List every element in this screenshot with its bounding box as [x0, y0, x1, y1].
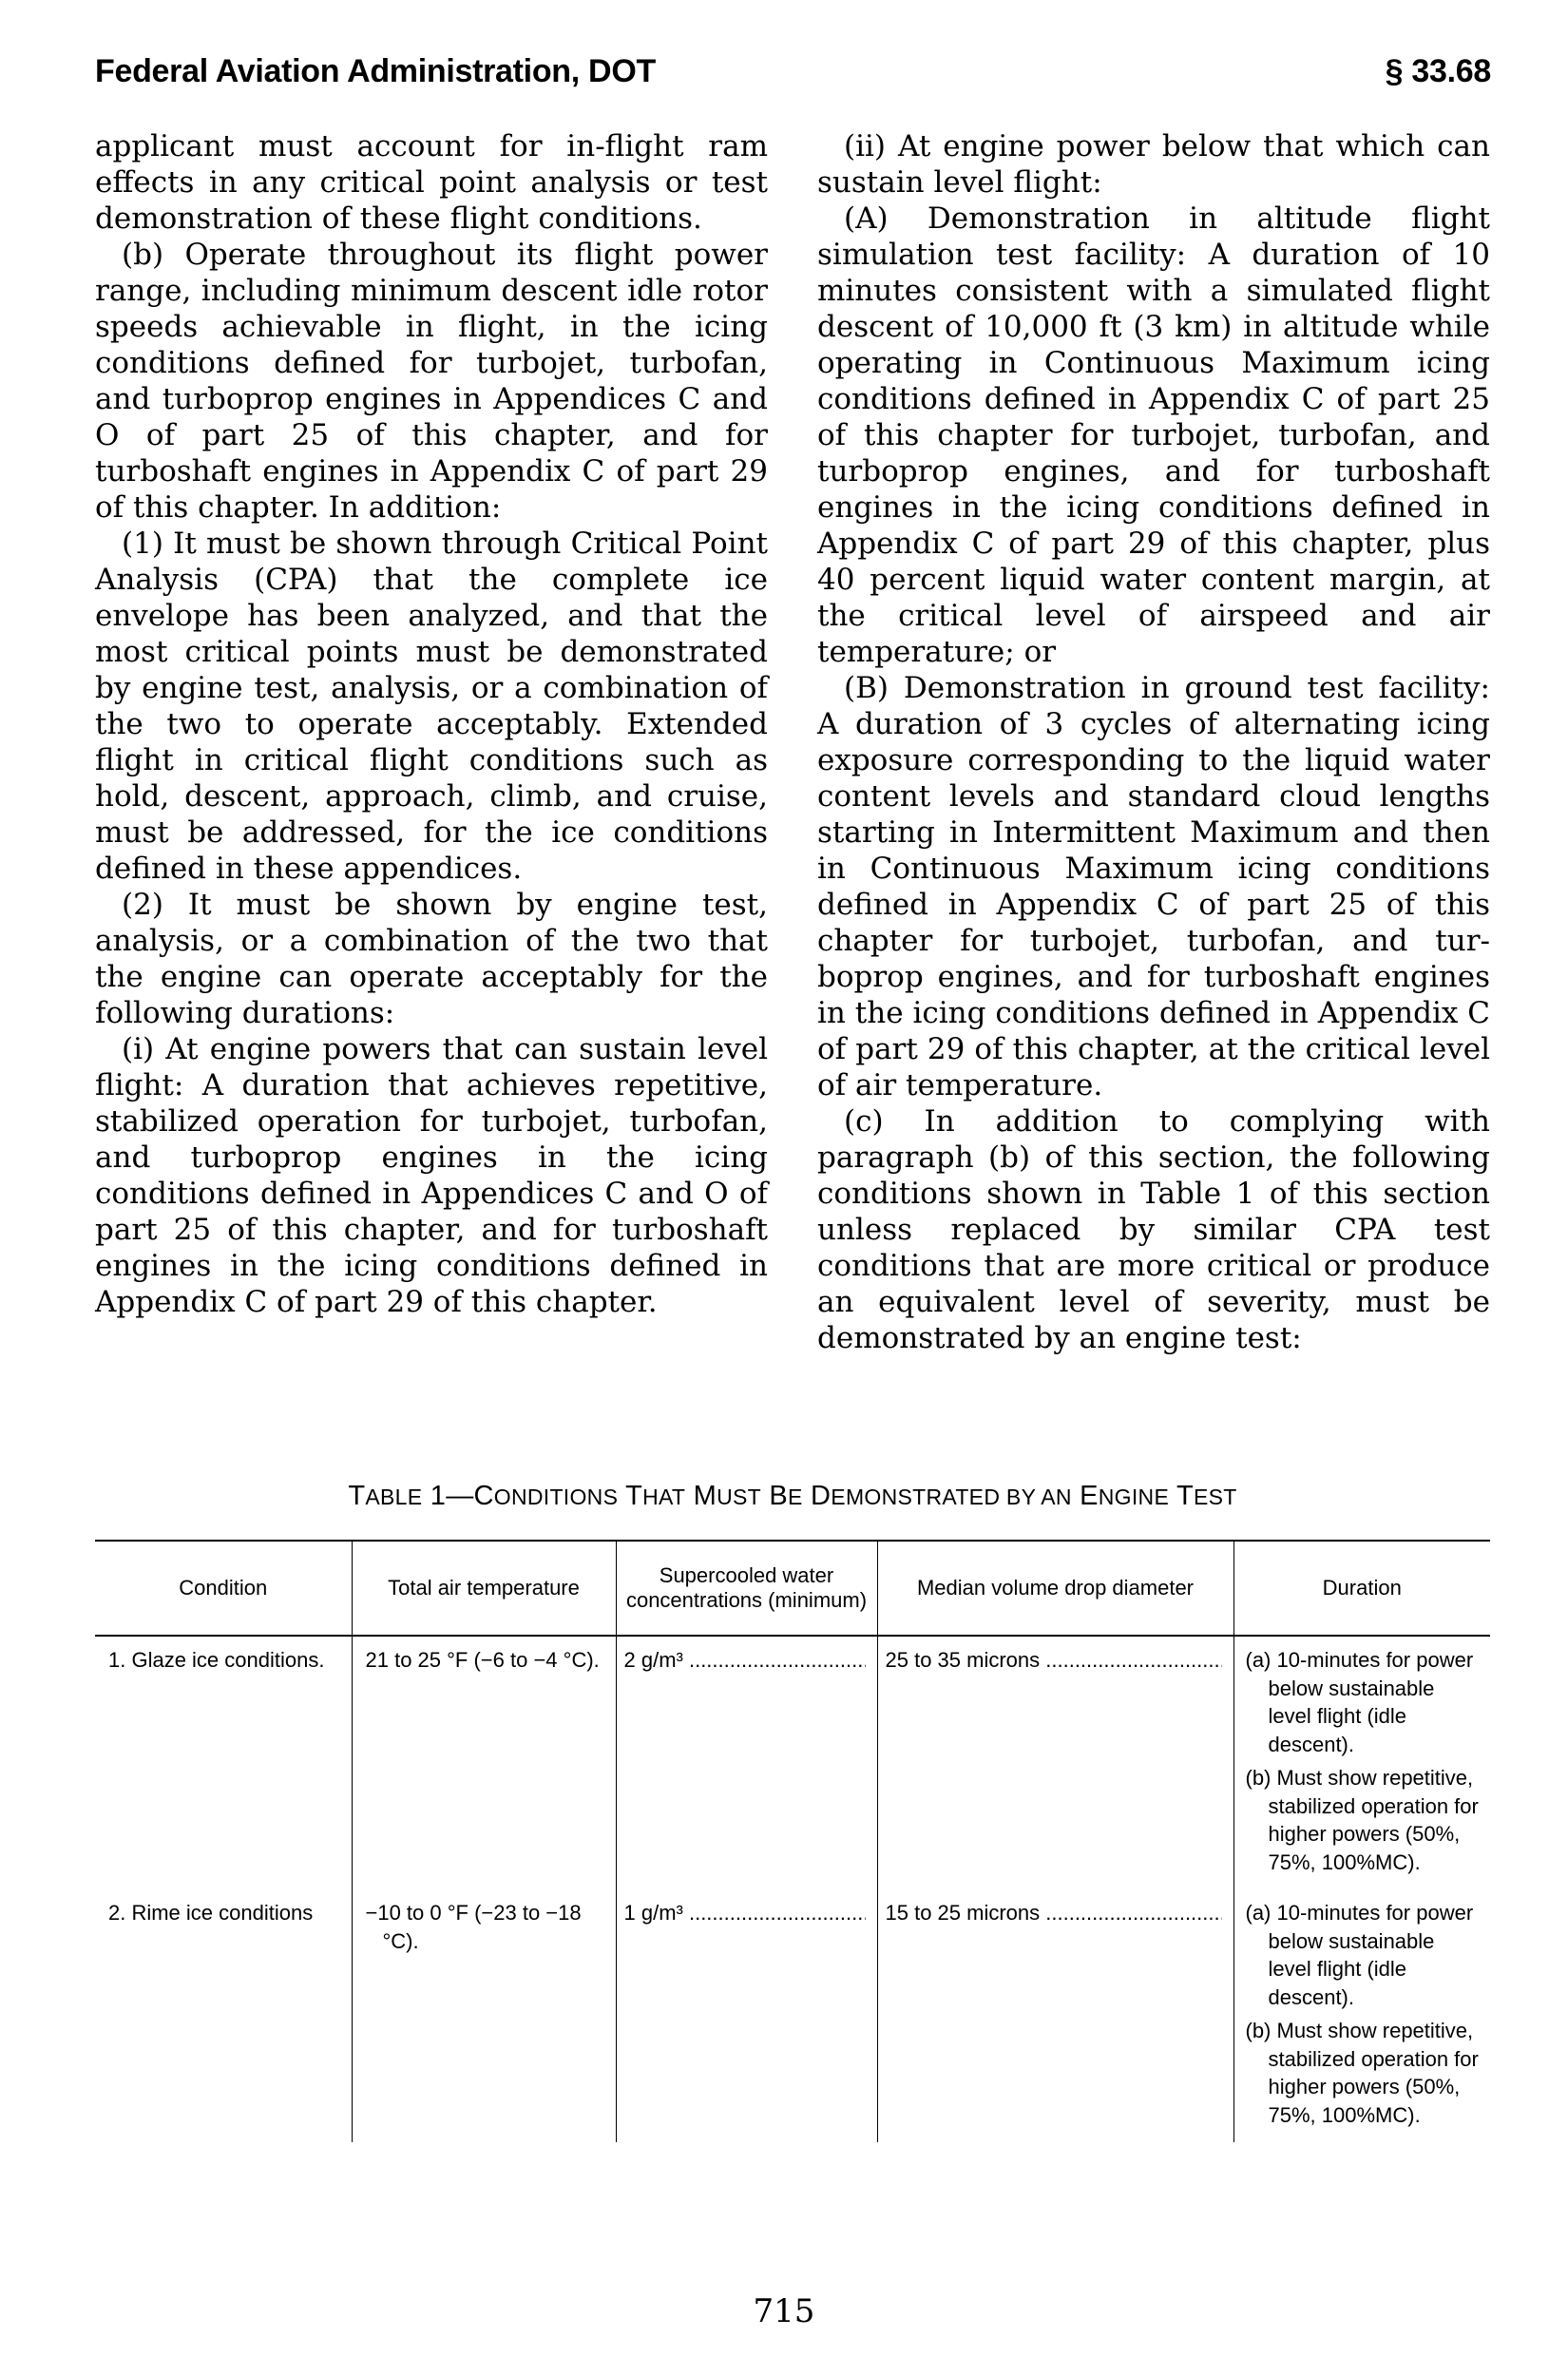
table-row — [95, 1889, 1490, 2142]
cell-temperature: 21 to 25 °F (−6 to −4 °C). — [365, 1648, 600, 1672]
page-number: 715 — [753, 2292, 815, 2330]
header-condition: Condition — [95, 1541, 352, 1636]
paragraph-b2-ii-A: (A) Demonstration in altitude flight simulation test facility: A duration of 10 minutes consistent with a simulated flight descent of 10,000 ft (3 km) in altitude while operating in Continuous Maximum icing conditions defined in Appendix C of part 25 of this chapter for turbojet, turbofan, and turboprop engines, and for turboshaft engines in the icing conditions defined in Appendix C of part 29 of this chapter, plus 40 percent liquid water content margin, at the critical level of airspeed and air temperature; or — [817, 201, 1490, 669]
paragraph-b2-i: (i) At engine powers that can sustain level flight: A duration that achieves repetitive, stabilized operation for turbojet, turbofan, and turboprop engines in the icing conditions defined in Appendices C and O of part 25 of this chapter, and for turboshaft engines in the icing conditions defined in Appendix C of part 29 of this chapter. — [95, 1032, 768, 1319]
cell-duration-a: (a) 10-minutes for power below sustainable level flight (idle descent). — [1245, 1901, 1474, 2009]
header-total-air-temperature: Total air temperature — [352, 1541, 616, 1636]
paragraph-c: (c) In addition to complying with paragraph (b) of this section, the following conditions shown in Table 1 of this section unless replaced by similar CPA test conditions that are more critical or produce an equivalent level of severity, must be demonstrated by an engine test: — [817, 1104, 1490, 1355]
header-duration: Duration — [1233, 1541, 1490, 1636]
paragraph-b2-ii-B: (B) Demonstration in ground test facility: A duration of 3 cycles of alternating icing exposure corresponding to the liquid water content levels and standard cloud lengths starting in Intermittent Maximum and then in Continuous Maximum icing conditions defined in Appendix C of part 25 of this chapter for turbojet, turbofan, and turboprop engines, and for turboshaft engines in the icing conditions defined in Appendix C of part 29 of this chapter, at the critical level of air temperature. — [817, 671, 1490, 1102]
cell-duration-a: (a) 10-minutes for power below sustainable level flight (idle descent). — [1245, 1648, 1474, 1756]
header-median-volume-drop-diameter: Median volume drop diameter — [877, 1541, 1233, 1636]
cell-temperature: −10 to 0 °F (−23 to −18 °C). — [365, 1901, 582, 1953]
header-supercooled-water: Supercooled water concentrations (minimum) — [616, 1541, 877, 1636]
table-header-row — [95, 1541, 1490, 1636]
cell-duration-b: (b) Must show repetitive, stabilized operation for higher powers (50%, 75%, 100%MC). — [1245, 2019, 1479, 2127]
paragraph-b: (b) Operate throughout its flight power range, including minimum descent idle rotor speeds achievable in flight, in the icing conditions defined for turbojet, turbofan, and turboprop engines in Appendices C and O of part 25 of this chapter, and for turboshaft engines in Appendix C of part 29 of this chapter. In addition: — [95, 238, 768, 525]
table-caption: TABLE 1—CONDITIONS THAT MUST BE DEMONSTRATED BY AN ENGINE TEST — [348, 1481, 1237, 1511]
table-row — [95, 1636, 1490, 1889]
cell-water-concentration: 1 g/m³ ..... — [624, 1899, 866, 1927]
paragraph-b2-ii: (ii) At engine power below that which can sustain level flight: — [817, 129, 1490, 200]
paragraph-continuation: applicant must account for in-flight ram effects in any critical point analysis or test demonstration of these flight conditions. — [95, 129, 768, 236]
cell-condition: 2. Rime ice conditions — [108, 1901, 314, 1925]
running-header-agency: Federal Aviation Administration, DOT — [95, 53, 656, 89]
paragraph-b2: (2) It must be shown by engine test, analysis, or a combination of the two that the engine can operate acceptably for the following durations: — [95, 888, 768, 1030]
conditions-table — [95, 1540, 1490, 2142]
right-text-column — [817, 128, 1490, 1356]
cell-water-concentration: 2 g/m³ ..... — [624, 1646, 866, 1675]
left-text-column — [95, 128, 768, 1320]
cell-drop-diameter: 15 to 25 microns ..... — [886, 1899, 1222, 1927]
cell-drop-diameter: 25 to 35 microns ..... — [886, 1646, 1222, 1675]
cell-condition: 1. Glaze ice conditions. — [108, 1648, 325, 1672]
cell-duration-b: (b) Must show repetitive, stabilized operation for higher powers (50%, 75%, 100%MC). — [1245, 1766, 1479, 1874]
paragraph-b1: (1) It must be shown through Critical Point Analysis (CPA) that the complete ice envelope has been analyzed, and that the most critical points must be demonstrated by engine test, analysis, or a combination of the two to operate acceptably. Extended flight in critical flight conditions such as hold, descent, approach, climb, and cruise, must be addressed, for the ice conditions defined in these appendices. — [95, 527, 768, 886]
running-header-section: § 33.68 — [1385, 53, 1491, 89]
